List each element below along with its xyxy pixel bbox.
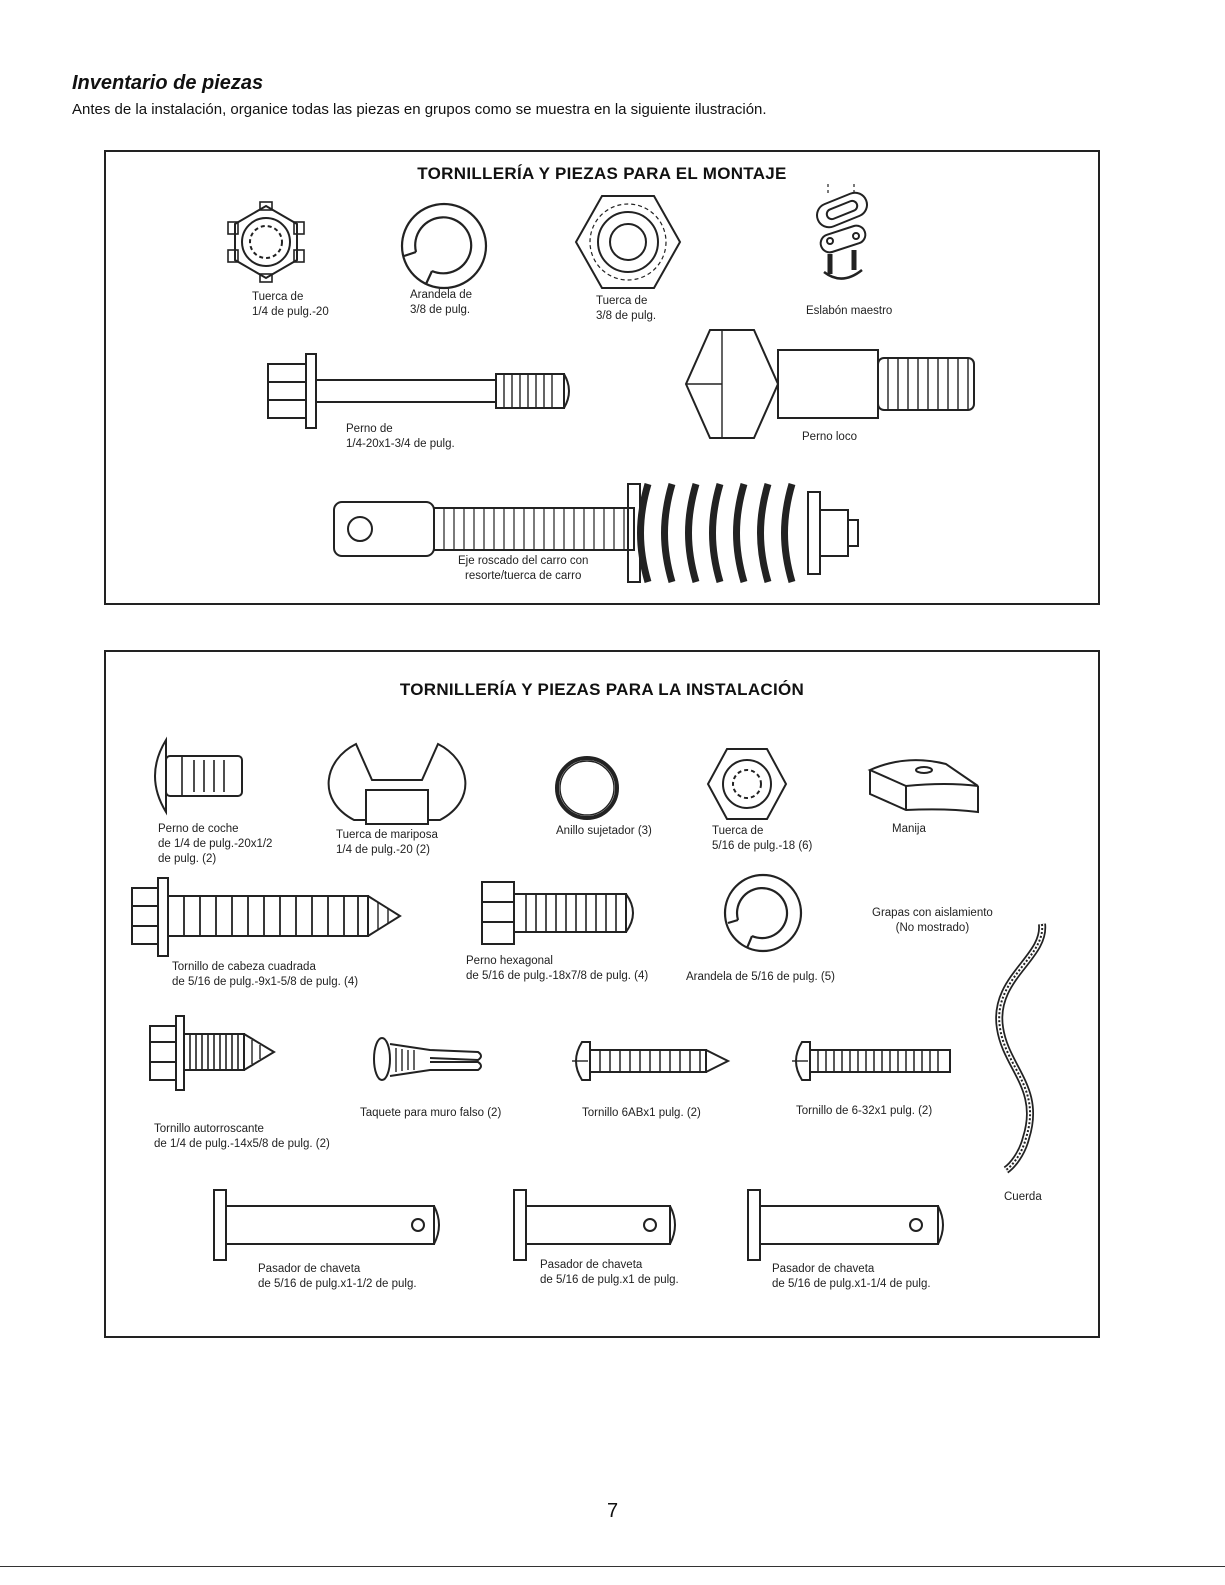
clevis-pin-1-1-2-icon xyxy=(212,1188,446,1262)
label-screw-6-32x1: Tornillo de 6-32x1 pulg. (2) xyxy=(796,1105,933,1117)
idler-bolt-icon xyxy=(682,328,982,443)
page-heading: Inventario de piezas xyxy=(72,72,264,94)
label-idler-bolt: Perno loco xyxy=(802,431,857,443)
label-clevis-pin-1-1-2: Pasador de chaveta de 5/16 de pulg.x1-1/2 de pulg. xyxy=(258,1263,417,1290)
panel-mounting-hardware xyxy=(104,150,1100,605)
label-lag-screw: Tornillo de cabeza cuadrada de 5/16 de pulg.-9x1-5/8 de pulg. (4) xyxy=(172,961,359,988)
label-clevis-pin-1: Pasador de chaveta de 5/16 de pulg.x1 de pulg. xyxy=(540,1259,679,1286)
label-drywall-anchor: Taquete para muro falso (2) xyxy=(360,1107,502,1119)
washer-5-16-icon xyxy=(720,872,806,954)
intro-text: Antes de la instalación, organice todas las piezas en grupos como se muestra en la siguiente ilustración. xyxy=(72,101,767,118)
panel-installation-title: TORNILLERÍA Y PIEZAS PARA LA INSTALACIÓN xyxy=(399,680,805,699)
label-washer-3-8: Arandela de 3/8 de pulg. xyxy=(410,289,473,316)
label-wing-nut: Tuerca de mariposa 1/4 de pulg.-20 (2) xyxy=(336,829,438,856)
label-insulated-staples: Grapas con aislamiento (No mostrado) xyxy=(872,907,993,934)
panel-installation-hardware xyxy=(104,650,1100,1338)
label-master-link: Eslabón maestro xyxy=(806,305,893,317)
bottom-rule xyxy=(0,1566,1225,1567)
label-screw-6abx1: Tornillo 6ABx1 pulg. (2) xyxy=(582,1107,701,1119)
screw-6abx1-icon xyxy=(568,1038,732,1084)
drywall-anchor-icon xyxy=(372,1036,486,1082)
nut-5-16-icon xyxy=(706,746,788,822)
label-self-tapping-screw: Tornillo autorroscante de 1/4 de pulg.-14x5/8 de pulg. (2) xyxy=(154,1123,330,1150)
label-carriage-bolt: Perno de coche de 1/4 de pulg.-20x1/2 de pulg. (2) xyxy=(158,823,273,865)
label-bolt-1-4-20: Perno de 1/4-20x1-3/4 de pulg. xyxy=(346,423,455,450)
label-nut-1-4: Tuerca de 1/4 de pulg.-20 xyxy=(252,291,329,318)
wing-nut-icon xyxy=(314,740,480,830)
label-retaining-ring: Anillo sujetador (3) xyxy=(556,825,652,837)
retaining-ring-icon xyxy=(552,752,622,824)
carriage-bolt-icon xyxy=(142,736,242,816)
bolt-1-4-20-icon xyxy=(266,352,576,432)
clevis-pin-1-icon xyxy=(512,1188,682,1262)
label-threaded-shaft: Eje roscado del carro con resorte/tuerca de carro xyxy=(458,555,589,582)
page-number: 7 xyxy=(606,1500,619,1522)
label-hex-bolt: Perno hexagonal de 5/16 de pulg.-18x7/8 de pulg. (4) xyxy=(466,955,649,982)
label-washer-5-16: Arandela de 5/16 de pulg. (5) xyxy=(686,971,835,983)
nut-1-4-icon xyxy=(224,200,308,284)
clevis-pin-1-1-4-icon xyxy=(746,1188,950,1262)
screw-6-32x1-icon xyxy=(788,1038,954,1084)
label-nut-5-16: Tuerca de 5/16 de pulg.-18 (6) xyxy=(712,825,813,852)
master-link-icon xyxy=(806,182,886,292)
hex-bolt-icon xyxy=(480,878,642,948)
nut-3-8-icon xyxy=(574,192,682,292)
label-rope: Cuerda xyxy=(1004,1191,1042,1203)
rope-icon xyxy=(986,918,1056,1178)
self-tapping-screw-icon xyxy=(148,1012,278,1094)
label-handle: Manija xyxy=(892,823,926,835)
panel-mounting-title: TORNILLERÍA Y PIEZAS PARA EL MONTAJE xyxy=(417,164,787,183)
threaded-shaft-spring-icon xyxy=(332,478,872,588)
lag-screw-icon xyxy=(130,874,402,960)
label-nut-3-8: Tuerca de 3/8 de pulg. xyxy=(596,295,657,322)
handle-icon xyxy=(866,752,982,822)
label-clevis-pin-1-1-4: Pasador de chaveta de 5/16 de pulg.x1-1/4 de pulg. xyxy=(772,1263,931,1290)
washer-3-8-icon xyxy=(396,200,492,292)
